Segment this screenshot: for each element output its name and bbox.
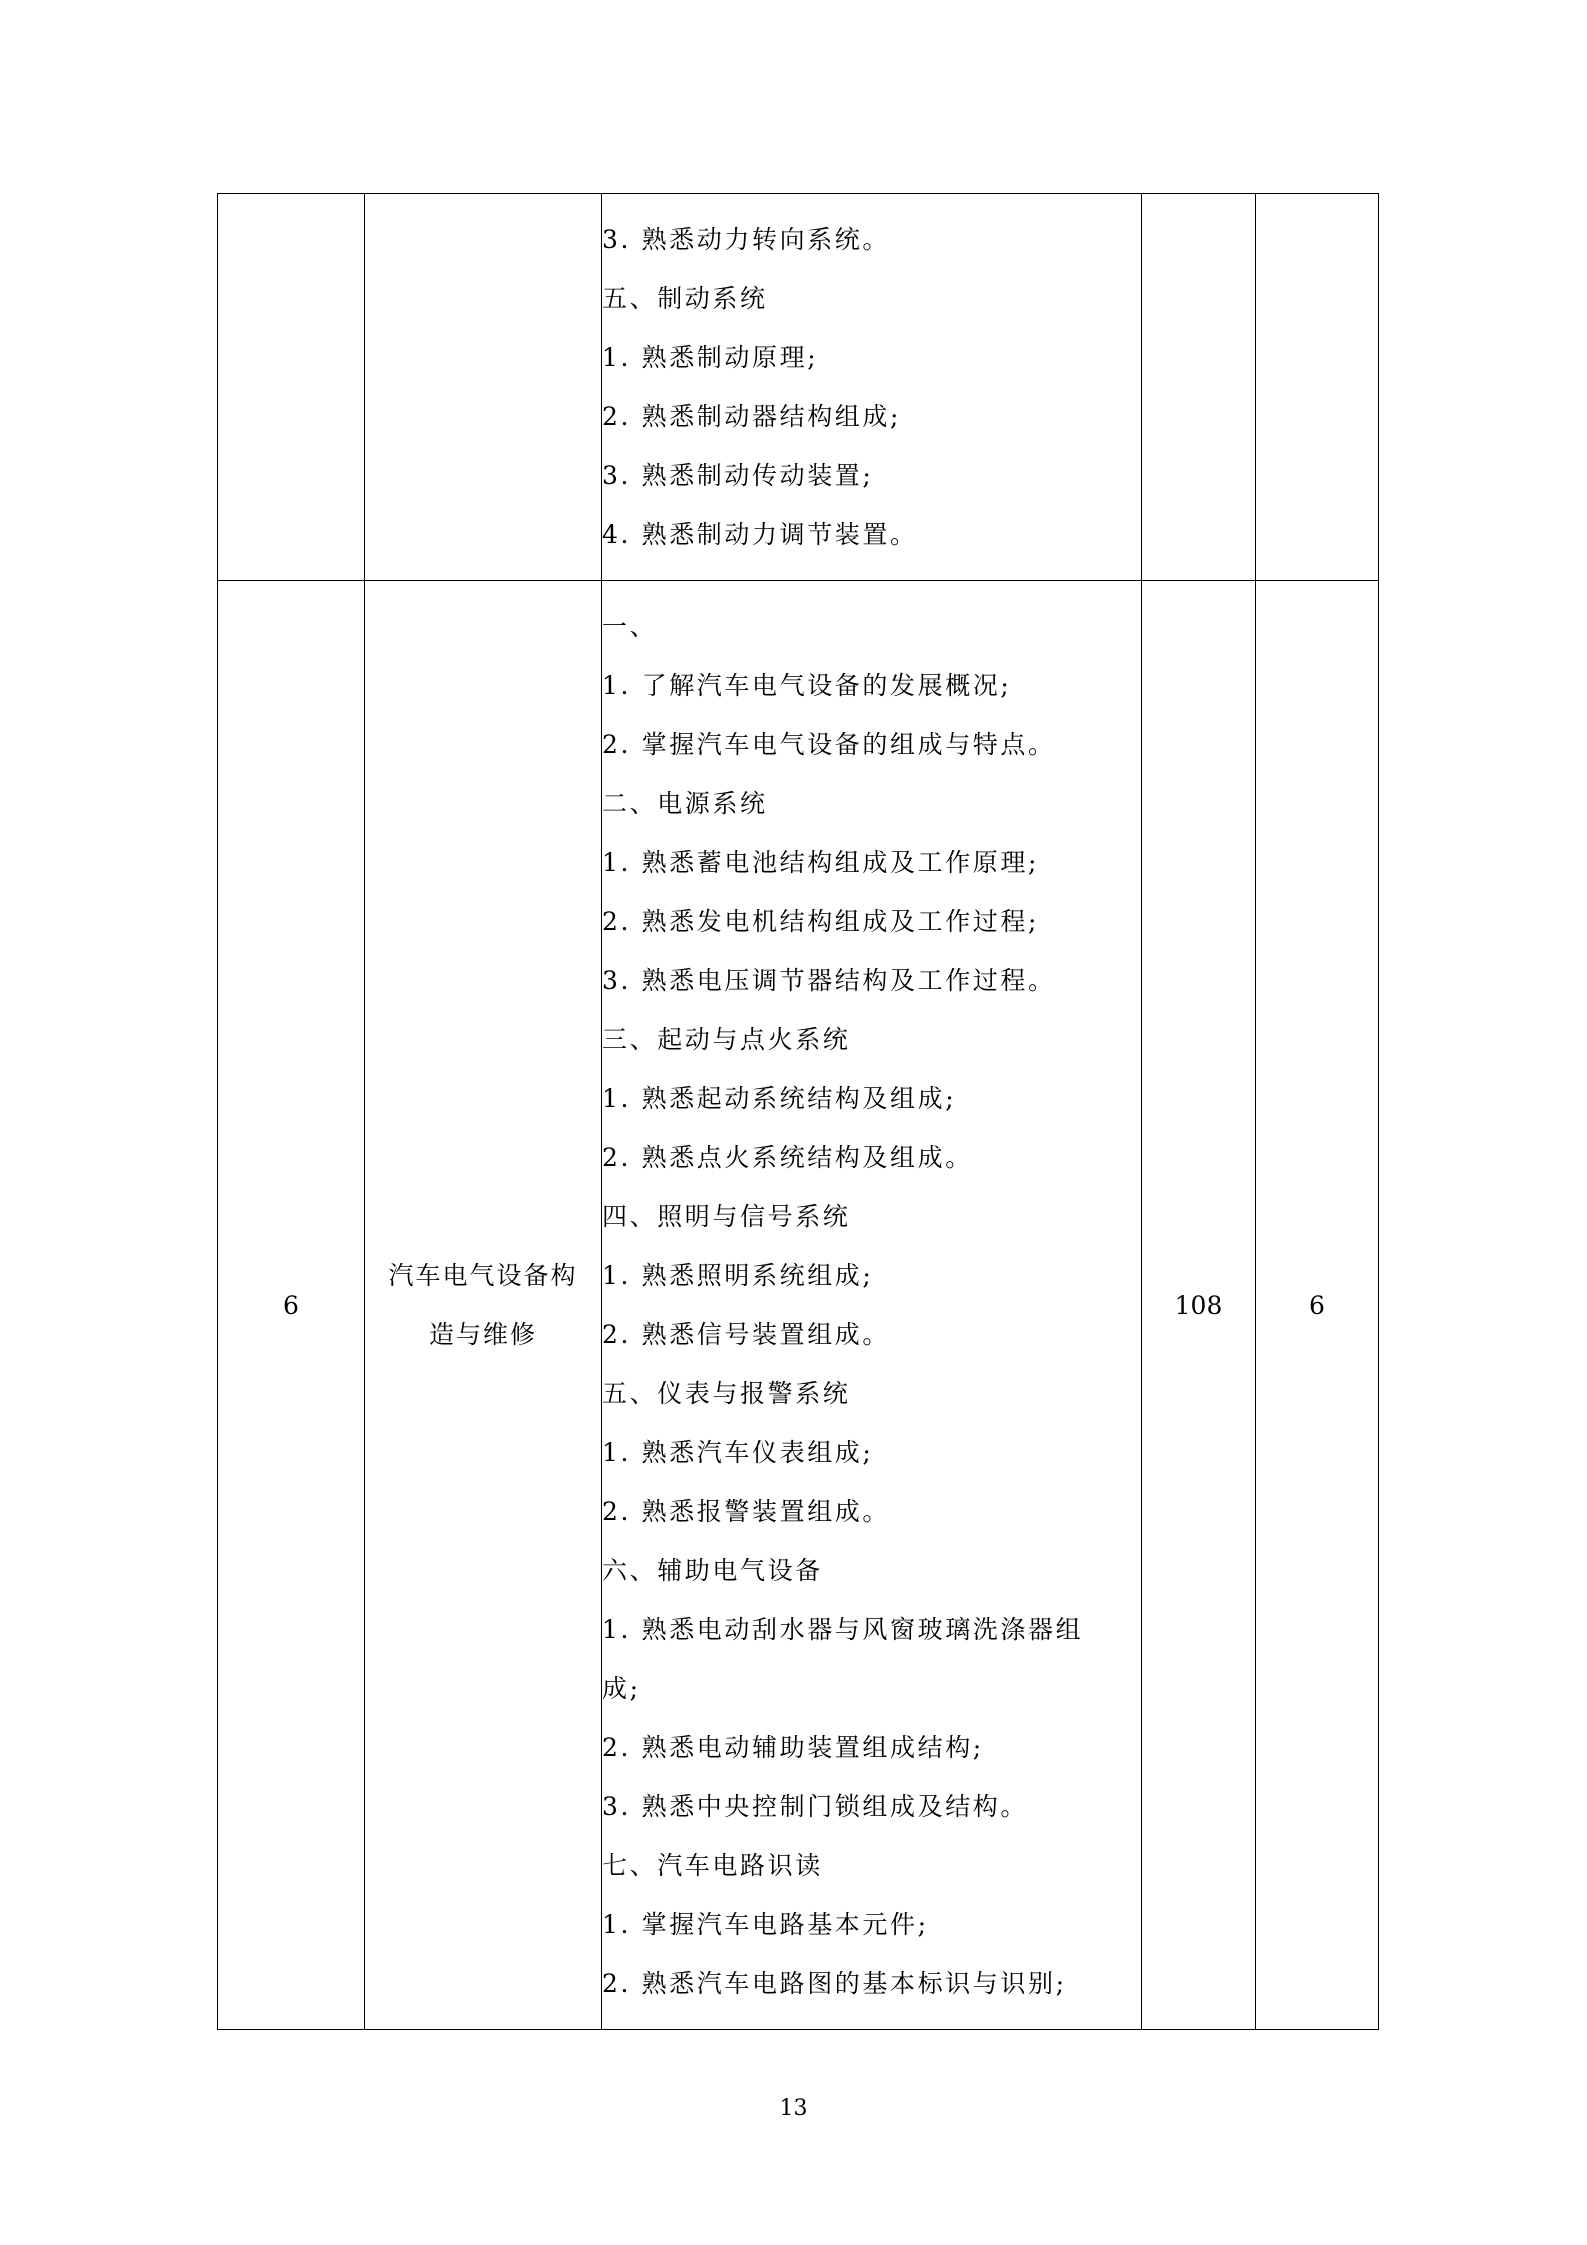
course-name-cell <box>365 581 602 2030</box>
content-line: 2. 熟悉信号装置组成。 <box>602 1320 891 1349</box>
content-cell <box>602 194 1142 581</box>
content-line: 1. 熟悉照明系统组成; <box>602 1261 874 1290</box>
content-line: 2. 掌握汽车电气设备的组成与特点。 <box>602 730 1056 759</box>
content-line: 七、汽车电路识读 <box>602 1851 823 1880</box>
content-line: 2. 熟悉报警装置组成。 <box>602 1497 891 1526</box>
hours-cell <box>1142 581 1256 2030</box>
content-line: 2. 熟悉汽车电路图的基本标识与识别; <box>602 1969 1067 1998</box>
content-line: 三、起动与点火系统 <box>602 1025 851 1054</box>
content-line: 六、辅助电气设备 <box>602 1556 823 1585</box>
content-line: 1. 了解汽车电气设备的发展概况; <box>602 671 1012 700</box>
content-line: 3. 熟悉中央控制门锁组成及结构。 <box>602 1792 1029 1821</box>
content-line: 1. 熟悉蓄电池结构组成及工作原理; <box>602 848 1040 877</box>
content-list <box>602 210 1141 564</box>
credits-cell <box>1256 194 1379 581</box>
content-line: 一、 <box>602 612 658 641</box>
course-name-cell <box>365 194 602 581</box>
content-line: 2. 熟悉制动器结构组成; <box>602 402 902 431</box>
credits-cell <box>1256 581 1379 2030</box>
content-line: 五、制动系统 <box>602 284 768 313</box>
content-line: 1. 熟悉制动原理; <box>602 343 819 372</box>
content-line: 1. 熟悉电动刮水器与风窗玻璃洗涤器组 <box>602 1615 1084 1644</box>
content-line: 1. 熟悉起动系统结构及组成; <box>602 1084 957 1113</box>
content-line: 五、仪表与报警系统 <box>602 1379 851 1408</box>
content-line: 3. 熟悉电压调节器结构及工作过程。 <box>602 966 1056 995</box>
content-line: 二、电源系统 <box>602 789 768 818</box>
hours-cell <box>1142 194 1256 581</box>
table-row <box>218 581 1379 2030</box>
content-line: 2. 熟悉发电机结构组成及工作过程; <box>602 907 1040 936</box>
course-name: 汽车电气设备构造与维修 <box>388 1261 578 1349</box>
hours-value: 108 <box>1174 1290 1223 1320</box>
row-index-cell <box>218 194 365 581</box>
content-line: 成; <box>602 1674 641 1703</box>
content-list <box>602 597 1141 2013</box>
row-index-cell <box>218 581 365 2030</box>
content-line: 2. 熟悉点火系统结构及组成。 <box>602 1143 973 1172</box>
content-line: 2. 熟悉电动辅助装置组成结构; <box>602 1733 984 1762</box>
credits-value: 6 <box>1309 1290 1325 1320</box>
page-number: 13 <box>779 2096 808 2121</box>
table-row <box>218 194 1379 581</box>
row-index: 6 <box>283 1290 299 1320</box>
course-table <box>217 193 1379 2030</box>
content-line: 3. 熟悉制动传动装置; <box>602 461 874 490</box>
content-line: 4. 熟悉制动力调节装置。 <box>602 520 918 549</box>
content-line: 1. 掌握汽车电路基本元件; <box>602 1910 929 1939</box>
content-line: 1. 熟悉汽车仪表组成; <box>602 1438 874 1467</box>
content-cell <box>602 581 1142 2030</box>
content-line: 3. 熟悉动力转向系统。 <box>602 225 891 254</box>
content-line: 四、照明与信号系统 <box>602 1202 851 1231</box>
